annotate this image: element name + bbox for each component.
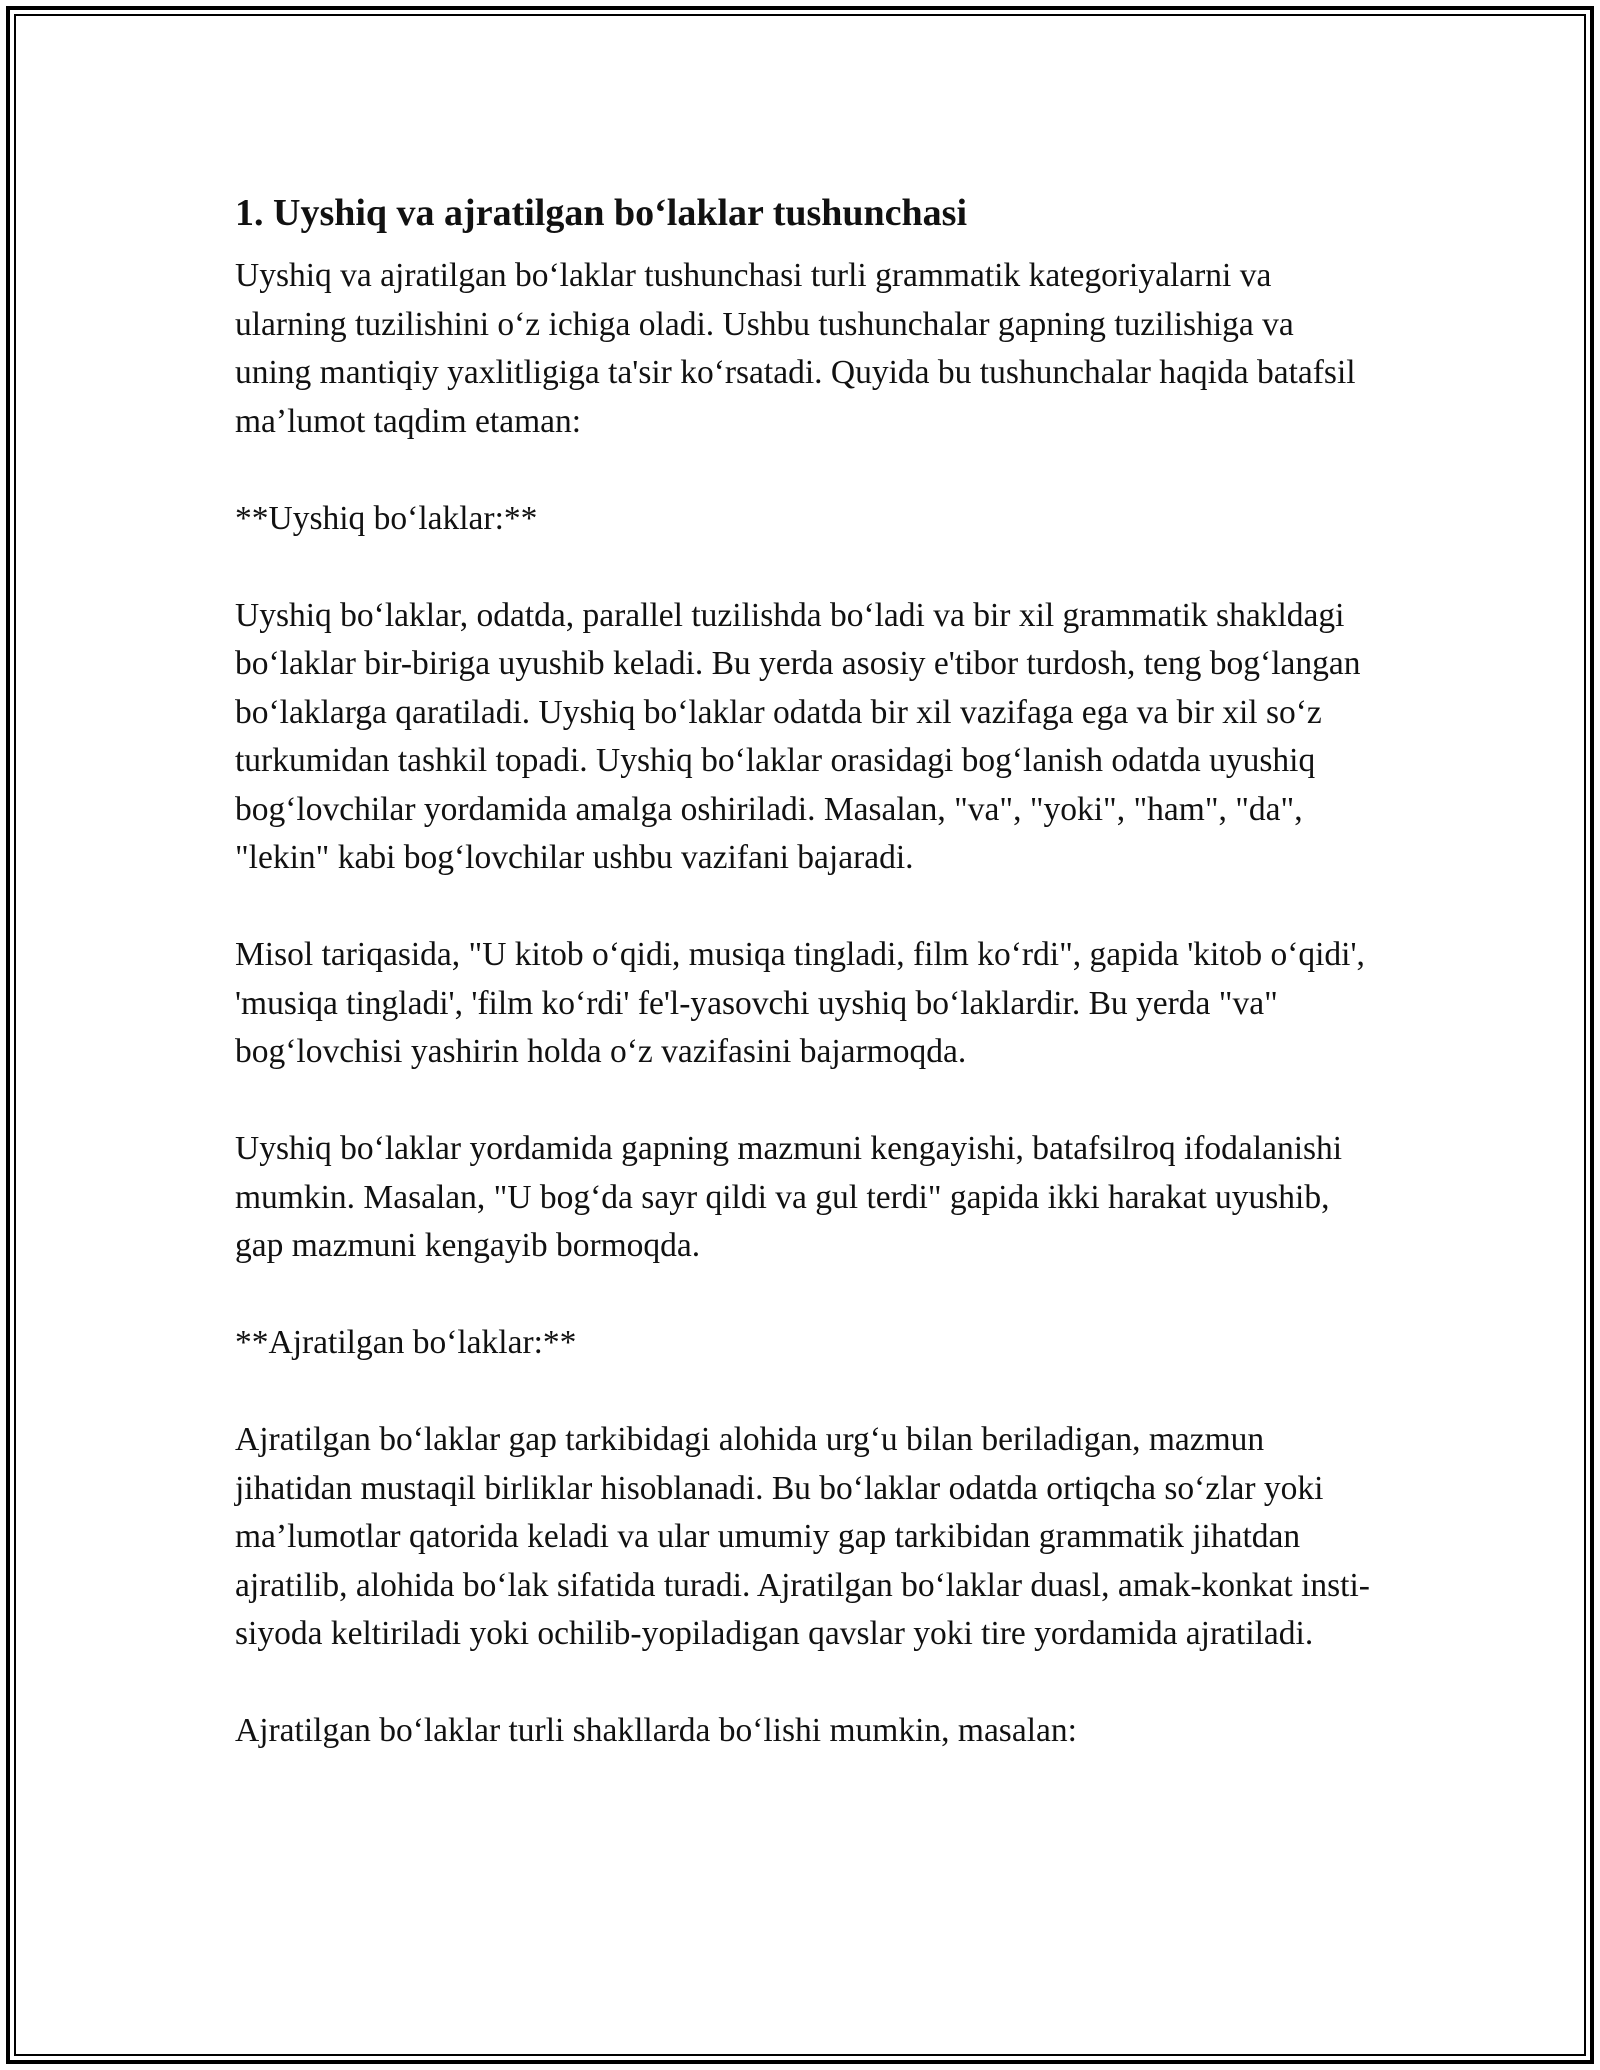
paragraph-ajratilgan-definition: Ajratilgan bo‘laklar gap tarkibidagi alohida urg‘u bilan beriladigan, mazmun jihatidan mustaqil birliklar hisoblanadi. Bu bo‘laklar odatda ortiqcha so‘zlar yoki ma’lumotlar qatorida keladi va ular umumiy gap tarkibidan grammatik jihatdan ajratilib, alohida bo‘lak sifatida turadi. Ajratilgan bo‘laklar duasl, amak-konkat insti-siyoda keltiriladi yoki ochilib-yopiladigan qavslar yoki tire yordamida ajratiladi. xyxy=(235,1421,1370,1652)
subheading-ajratilgan: **Ajratilgan bo‘laklar:** xyxy=(235,1324,577,1361)
paragraph-ajratilgan-forms: Ajratilgan bo‘laklar turli shakllarda bo‘lishi mumkin, masalan: xyxy=(235,1712,1077,1749)
document-body xyxy=(235,188,1370,1804)
paragraph-uyshiq-example: Misol tariqasida, "U kitob o‘qidi, musiqa tingladi, film ko‘rdi", gapida 'kitob o‘qidi', 'musiqa tingladi', 'film ko‘rdi' fe'l-yasovchi uyshiq bo‘laklardir. Bu yerda "va" bog‘lovchisi yashirin holda o‘z vazifasini bajarmoqda. xyxy=(235,936,1365,1070)
paragraph-intro: Uyshiq va ajratilgan bo‘laklar tushunchasi turli grammatik kategoriyalarni va ularning tuzilishini o‘z ichiga oladi. Ushbu tushunchalar gapning tuzilishiga va uning mantiqiy yaxlitligiga ta'sir ko‘rsatadi. Quyida bu tushunchalar haqida batafsil ma’lumot taqdim etaman: xyxy=(235,257,1356,440)
paragraph-uyshiq-definition: Uyshiq bo‘laklar, odatda, parallel tuzilishda bo‘ladi va bir xil grammatik shakldagi bo‘laklar bir-biriga uyushib keladi. Bu yerda asosiy e'tibor turdosh, teng bog‘langan bo‘laklarga qaratiladi. Uyshiq bo‘laklar odatda bir xil vazifaga ega va bir xil so‘z turkumidan tashkil topadi. Uyshiq bo‘laklar orasidagi bog‘lanish odatda uyushiq bog‘lovchilar yordamida amalga oshiriladi. Masalan, "va", "yoki", "ham", "da", "lekin" kabi bog‘lovchilar ushbu vazifani bajaradi. xyxy=(235,596,1361,876)
subheading-uyshiq: **Uyshiq bo‘laklar:** xyxy=(235,499,538,537)
paragraph-uyshiq-expansion: Uyshiq bo‘laklar yordamida gapning mazmuni kengayishi, batafsilroq ifodalanishi mumkin. Masalan, "U bog‘da sayr qildi va gul terdi" gapida ikki harakat uyushib, gap mazmuni kengayib bormoqda. xyxy=(235,1130,1343,1264)
section-heading: 1. Uyshiq va ajratilgan bo‘laklar tushunchasi xyxy=(235,192,968,234)
